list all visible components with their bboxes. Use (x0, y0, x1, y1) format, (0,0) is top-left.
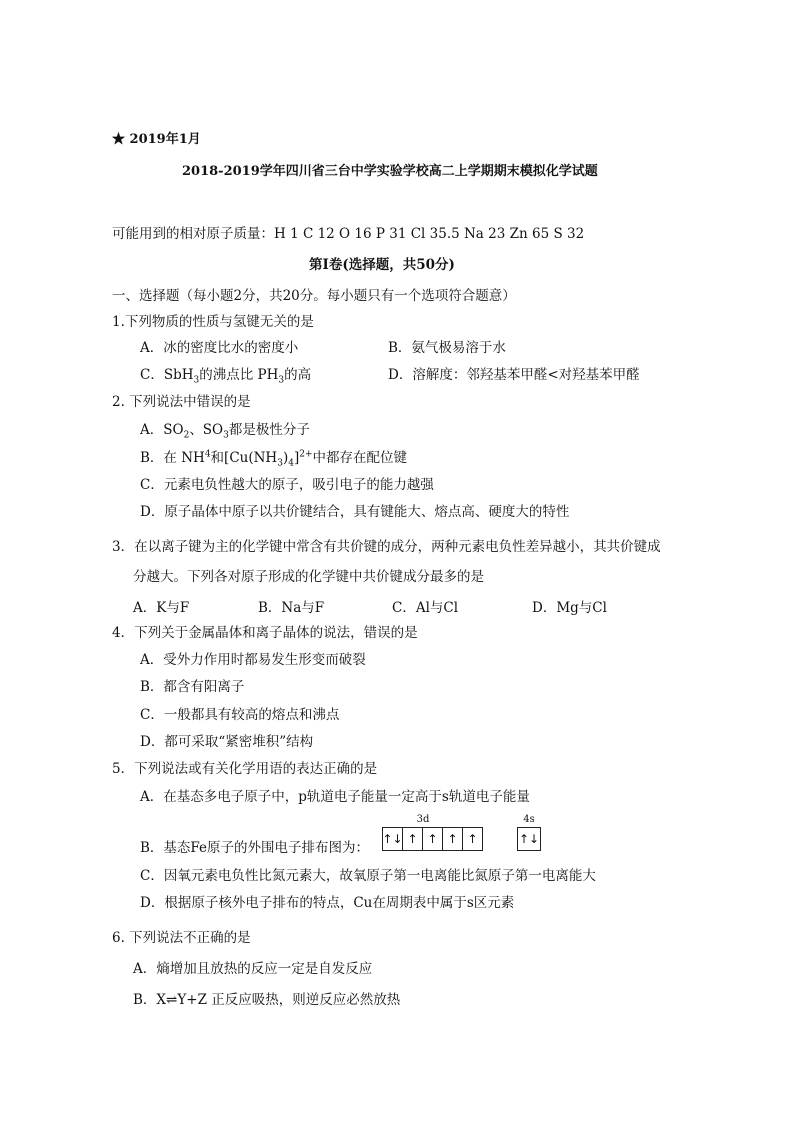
q5-option-b: B．基态Fe原子的外围电子排布图为： (140, 840, 370, 856)
orbital-3d-label: 3d (416, 814, 430, 825)
q3-stem-line2: 分越大。下列各对原子形成的化学键中共价键成分最多的是 (133, 569, 484, 585)
q6-stem: 6. 下列说法不正确的是 (112, 930, 251, 946)
orbital-3d-boxes (382, 827, 483, 851)
q2-stem: 2. 下列说法中错误的是 (112, 394, 251, 410)
q4-option-b: B．都含有阳离子 (140, 679, 245, 695)
q2-option-a: A．$SO_2$、$SO_3$都是极性分子 (140, 422, 310, 441)
q6-option-a: A．熵增加且放热的反应一定是自发反应 (133, 961, 373, 977)
q2-option-d: D．原子晶体中原子以共价键结合，具有键能大、熔点高、硬度大的特性 (140, 504, 570, 520)
q2-option-b: B．在 $NH^4$和$[Cu(NH_3)_4]^{2+}$中都存在配位键 (140, 449, 408, 469)
q1-option-d: D．溶解度：邻羟基苯甲醛<对羟基苯甲醛 (388, 367, 640, 383)
q4-option-c: C．一般都具有较高的熔点和沸点 (140, 707, 340, 723)
q5-option-d: D．根据原子核外电子排布的特点，Cu在周期表中属于s区元素 (140, 895, 515, 911)
orbital-3d-box-2: ↑ (403, 828, 423, 850)
orbital-4s-label: 4s (523, 814, 535, 825)
orbital-3d-box-1: ↑↓ (383, 828, 403, 850)
q4-stem: 4．下列关于金属晶体和离子晶体的说法，错误的是 (112, 625, 418, 641)
q1-stem: 1.下列物质的性质与氢键无关的是 (112, 314, 314, 330)
q5-option-c: C．因氧元素电负性比氮元素大，故氧原子第一电离能比氮原子第一电离能大 (140, 868, 596, 884)
q1-option-c: C．SbH$_3$的沸点比 $PH_3$的高 (140, 367, 312, 386)
q3-option-d: D．Mg与Cl (532, 600, 607, 616)
atomic-masses: 可能用到的相对原子质量：H 1 C 12 O 16 P 31 Cl 35.5 Na 23 Zn 65 S 32 (112, 226, 585, 242)
orbital-3d-box-4: ↑ (443, 828, 463, 850)
volume-heading: 第Ⅰ卷(选择题，共50分) (309, 257, 455, 273)
exam-title: 2018-2019学年四川省三台中学实验学校高二上学期期末模拟化学试题 (182, 164, 598, 179)
q2-option-c: C．元素电负性越大的原子，吸引电子的能力越强 (140, 477, 434, 493)
q1-option-a: A．冰的密度比水的密度小 (140, 340, 299, 356)
q4-option-a: A．受外力作用时都易发生形变而破裂 (140, 652, 366, 668)
q5-stem: 5．下列说法或有关化学用语的表达正确的是 (112, 761, 378, 777)
q6-option-b: B．X⇌Y+Z 正反应吸热，则逆反应必然放热 (133, 992, 401, 1008)
orbital-4s-box-1: ↑↓ (518, 832, 540, 846)
q3-option-c: C．Al与Cl (392, 600, 459, 616)
q3-stem-line1: 3．在以离子键为主的化学键中常含有共价键的成分，两种元素电负性差异越小，其共价键成 (112, 539, 661, 555)
section-heading: 一、选择题（每小题2分，共20分。每小题只有一个选项符合题意） (112, 288, 516, 304)
q3-option-b: B．Na与F (258, 600, 325, 616)
q5-option-a: A．在基态多电子原子中，p轨道电子能量一定高于s轨道电子能量 (140, 789, 530, 805)
orbital-3d-box-5: ↑ (467, 832, 478, 846)
q1-option-b: B．氨气极易溶于水 (388, 340, 506, 356)
date-line: ★ 2019年1月 (112, 132, 201, 147)
orbital-4s-boxes (517, 827, 541, 851)
q3-option-a: A．K与F (133, 600, 190, 616)
q4-option-d: D．都可采取“紧密堆积”结构 (140, 734, 314, 750)
orbital-3d-box-3: ↑ (423, 828, 443, 850)
